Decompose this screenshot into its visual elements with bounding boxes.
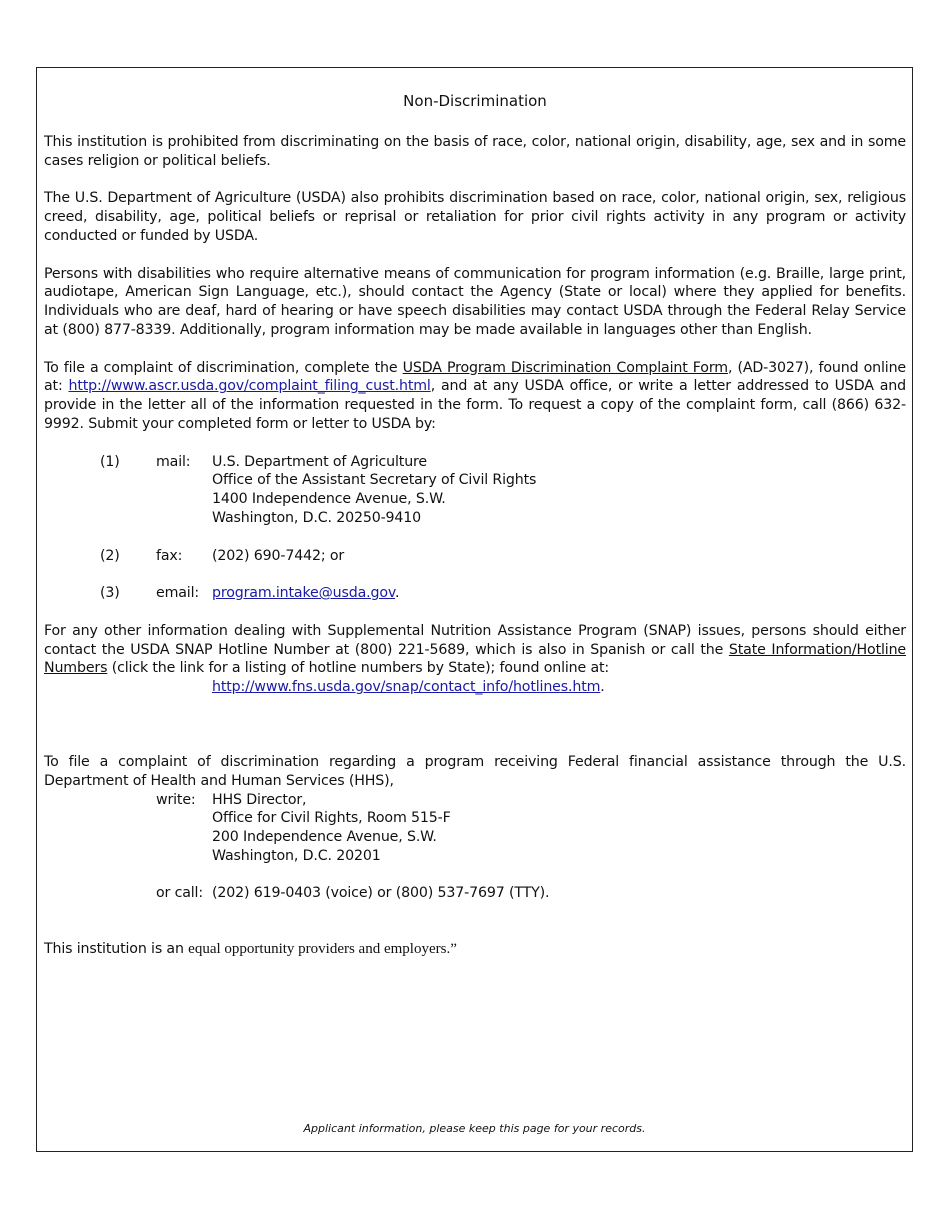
mail-address-line: Washington, D.C. 20250-9410 [212, 509, 422, 526]
email-link[interactable]: program.intake@usda.gov [212, 585, 396, 602]
write-label: write: [156, 791, 196, 808]
mail-address-line: 1400 Independence Avenue, S.W. [212, 491, 446, 508]
mail-option [44, 453, 906, 528]
hhs-call-option [44, 884, 906, 903]
call-value: (202) 619-0403 (voice) or (800) 537-7697 (TTY). [212, 885, 550, 902]
email-end: . [395, 585, 400, 602]
hhs-address-line: Washington, D.C. 20201 [212, 847, 381, 864]
snap-text-post: (click the link for a listing of hotline numbers by State); found online at: [107, 660, 610, 677]
call-label: or call: [156, 885, 203, 902]
closing-text-pre: This institution is an [44, 941, 189, 958]
fax-number: (2) [100, 547, 120, 564]
closing-text-serif: equal opportunity providers and employers.” [188, 941, 457, 958]
mail-address [212, 453, 906, 528]
paragraph-hhs: To file a complaint of discrimination regarding a program receiving Federal financial assistance through the U.S. Department of Health and Human Services (HHS), [44, 753, 906, 789]
complaint-text-pre: To file a complaint of discrimination, complete the [44, 359, 403, 376]
complaint-text-post: , and at any USDA office, or write a letter addressed to USDA and provide in the letter all of the information requested in the form. To request a copy of the complaint form, call (866) 632-9992. Submit your completed form or letter to USDA by: [44, 378, 906, 432]
paragraph-snap [44, 622, 906, 678]
hhs-address-line: Office for Civil Rights, Room 515-F [212, 810, 451, 827]
email-option [44, 584, 906, 603]
mail-label: mail: [156, 453, 191, 470]
paragraph-disabilities: Persons with disabilities who require alternative means of communication for program information (e.g. Braille, large print, audiotape, American Sign Language, etc.), should contact the Agency (State or local) where they applied for benefits. Individuals who are deaf, hard of hearing or have speech disabilities may contact USDA through the Federal Relay Service at (800) 877-8339. Additionally, program information may be made available in languages other than English. [44, 265, 906, 338]
email-label: email: [156, 585, 200, 602]
fax-option [44, 547, 906, 566]
snap-url-line [212, 678, 906, 697]
mail-address-line: U.S. Department of Agriculture [212, 453, 427, 470]
fax-value: (202) 690-7442; or [212, 547, 345, 564]
snap-url-end: . [600, 679, 605, 696]
hhs-address [212, 791, 906, 866]
fax-label: fax: [156, 547, 183, 564]
footer-note: Applicant information, please keep this page for your records. [303, 1122, 646, 1135]
paragraph-prohibition: This institution is prohibited from discriminating on the basis of race, color, national origin, disability, age, sex and in some cases religion or political beliefs. [44, 134, 906, 169]
complaint-form-link[interactable]: USDA Program Discrimination Complaint Form [402, 359, 728, 376]
snap-url-link[interactable]: http://www.fns.usda.gov/snap/contact_info/hotlines.htm [212, 679, 601, 696]
complaint-url-link[interactable]: http://www.ascr.usda.gov/complaint_filing_cust.html [68, 378, 431, 395]
paragraph-complaint [44, 359, 906, 434]
hhs-address-line: 200 Independence Avenue, S.W. [212, 829, 437, 846]
paragraph-usda-policy: The U.S. Department of Agriculture (USDA) also prohibits discrimination based on race, color, national origin, sex, religious creed, disability, age, political beliefs or reprisal or retaliation for prior civil rights activity in any program or activity conducted or funded by USDA. [44, 190, 906, 244]
hhs-address-line: HHS Director, [212, 791, 307, 808]
snap-text-pre: For any other information dealing with Supplemental Nutrition Assistance Program (SNAP) issues, persons should either contact the USDA SNAP Hotline Number at (800) 221-5689, which is also in Spanish or call the [44, 622, 906, 658]
mail-number: (1) [100, 453, 120, 470]
mail-address-line: Office of the Assistant Secretary of Civil Rights [212, 472, 537, 489]
closing-statement [44, 940, 906, 959]
hhs-write-option [44, 791, 906, 866]
email-number: (3) [100, 585, 120, 602]
complaint-text-mid: , (AD-3027), found online at: [44, 359, 906, 395]
hotline-numbers-link[interactable]: State Information/Hotline Numbers [44, 641, 906, 677]
document-body [44, 90, 906, 959]
page-title: Non-Discrimination [403, 92, 547, 110]
